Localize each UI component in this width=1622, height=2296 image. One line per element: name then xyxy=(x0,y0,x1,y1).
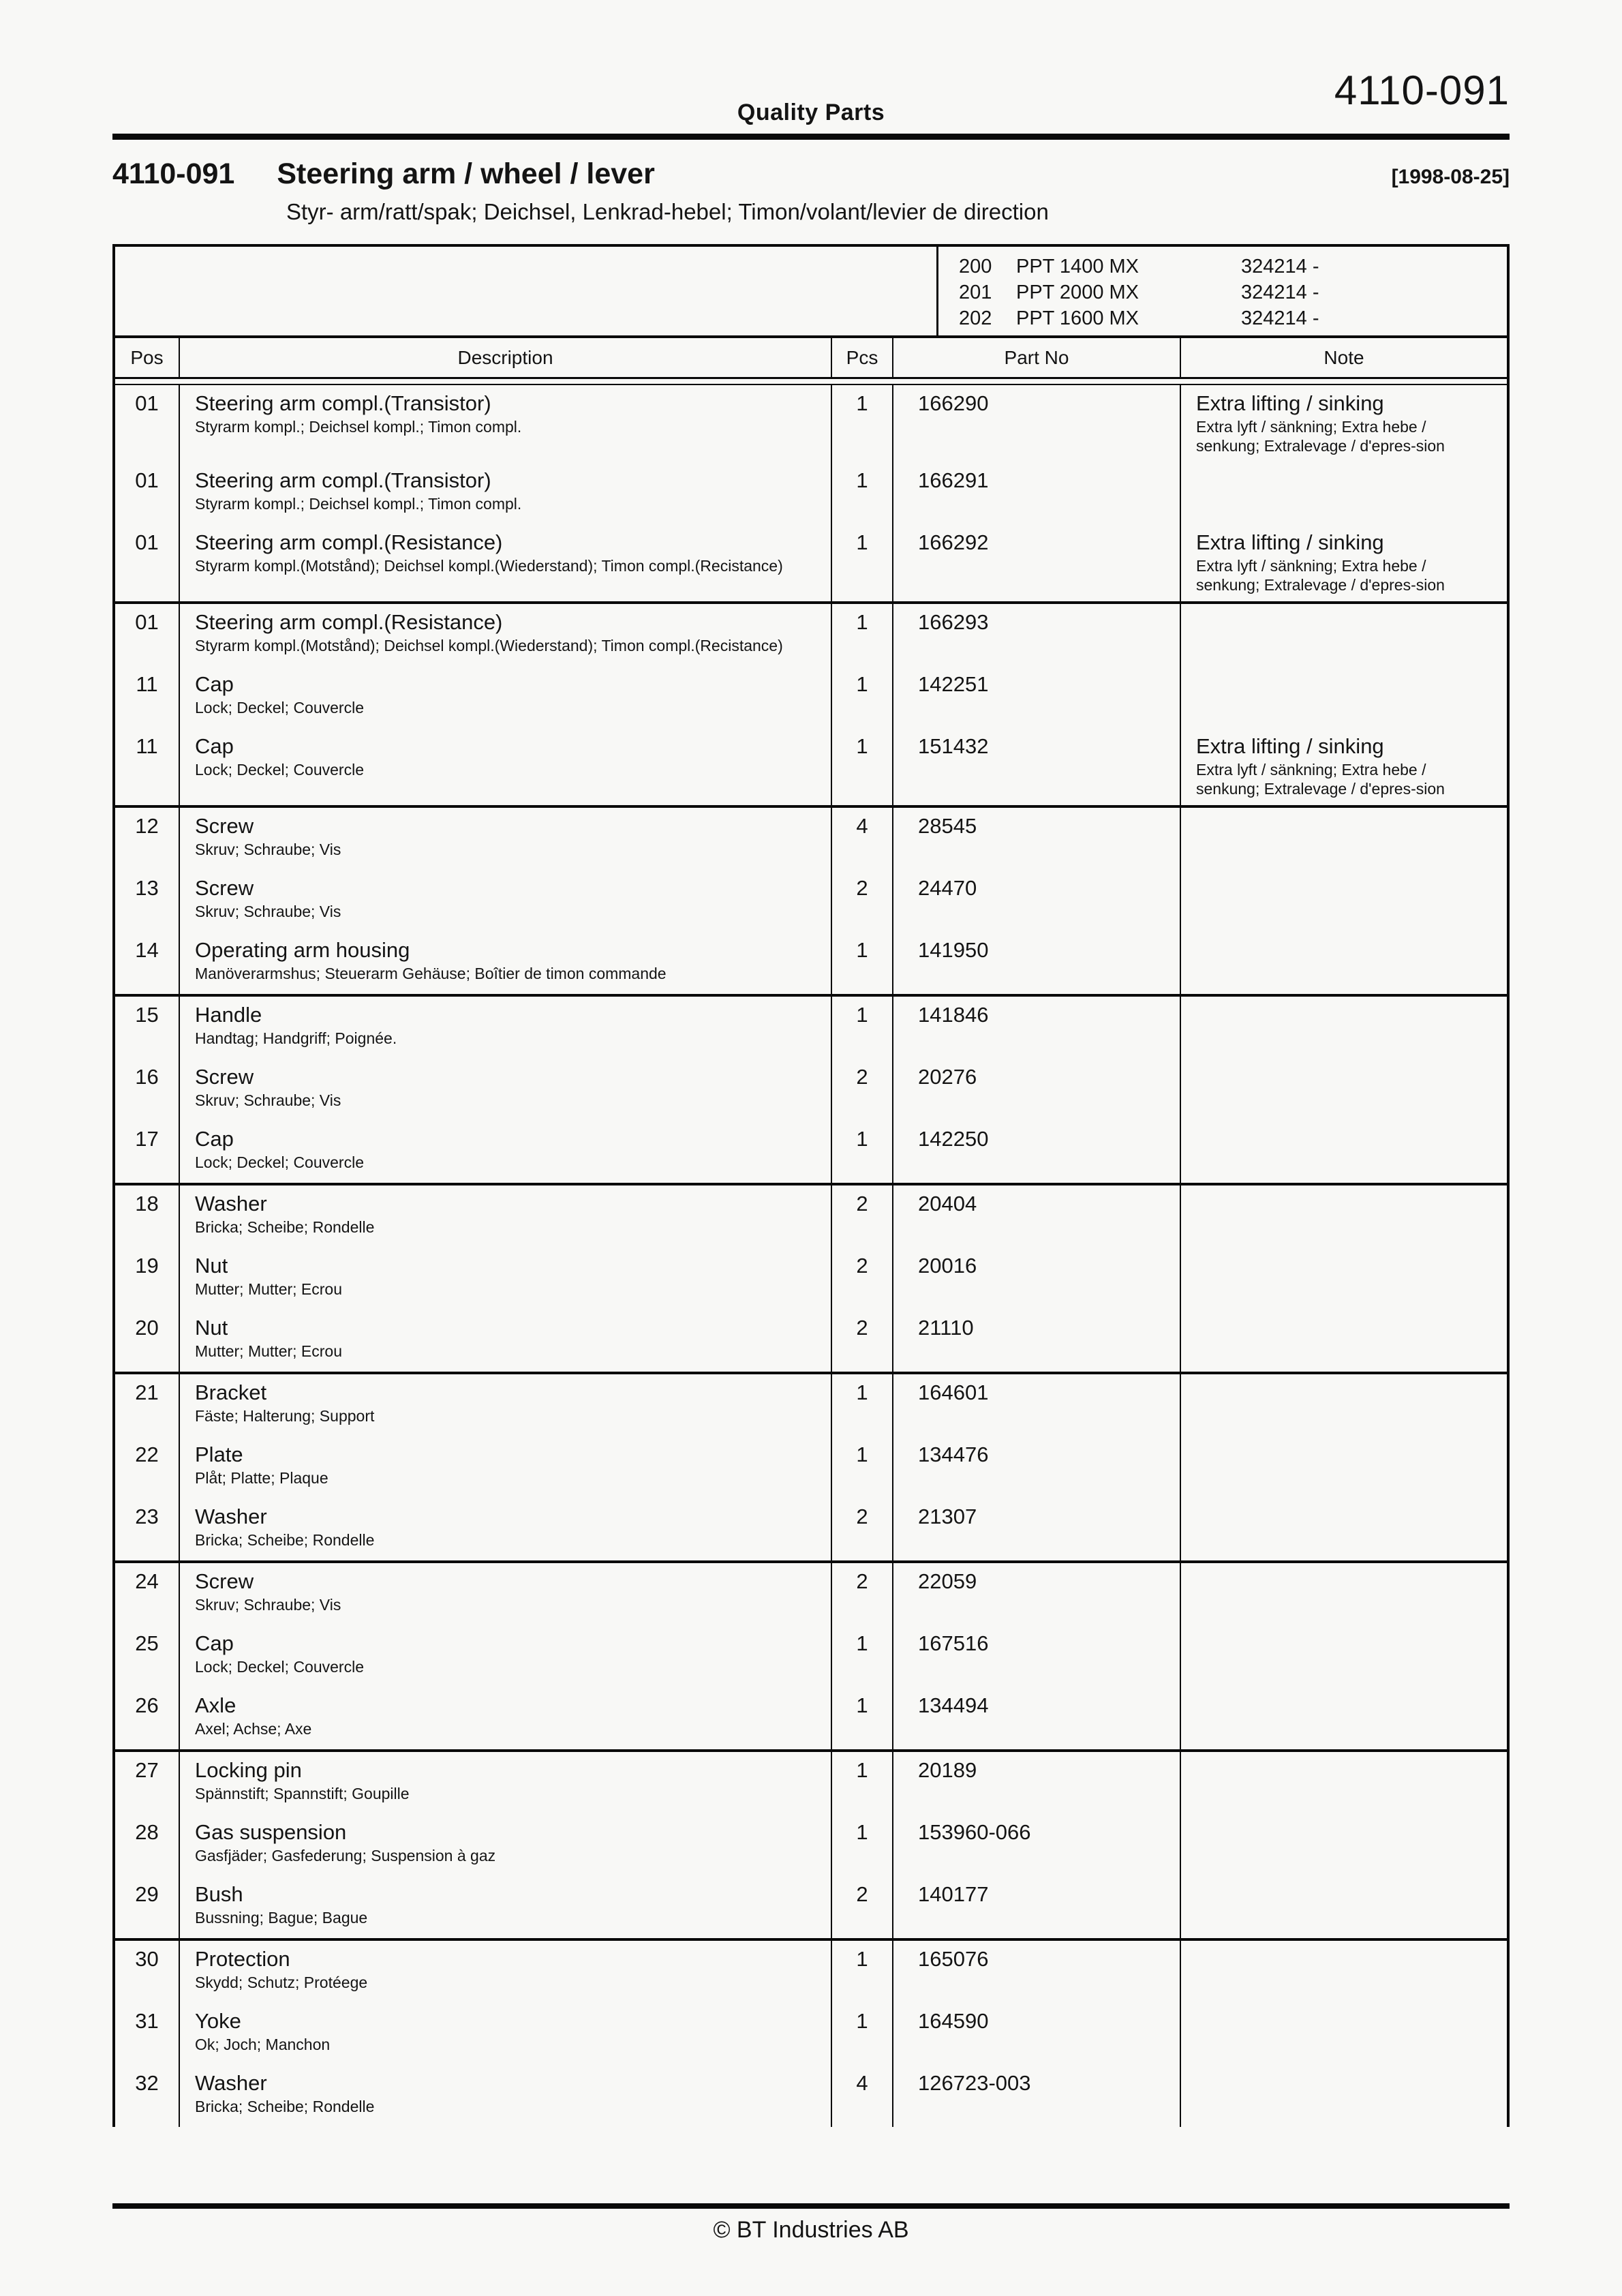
row-part-no: 153960-066 xyxy=(893,1814,1181,1876)
row-description-sub: Gasfjäder; Gasfederung; Suspension à gaz xyxy=(195,1847,496,1864)
parts-group xyxy=(115,1183,1507,1372)
row-description-sub: Styrarm kompl.; Deichsel kompl.; Timon compl. xyxy=(195,418,522,436)
row-description: Washer xyxy=(195,1505,267,1528)
masthead xyxy=(112,0,1510,134)
page-content xyxy=(112,0,1510,2127)
model-list xyxy=(938,247,1319,335)
row-description-sub: Handtag; Handgriff; Poignée. xyxy=(195,1029,397,1047)
row-description: Cap xyxy=(195,1631,234,1655)
row-pos: 29 xyxy=(115,1876,180,1938)
row-description-sub: Bricka; Scheibe; Rondelle xyxy=(195,1218,375,1236)
row-note-cell xyxy=(1181,1876,1507,1938)
row-description-sub: Bussning; Bague; Bague xyxy=(195,1909,368,1927)
row-description-cell xyxy=(180,1310,832,1372)
row-description-cell xyxy=(180,1121,832,1183)
row-description-sub: Skruv; Schraube; Vis xyxy=(195,841,341,858)
model-code: 200 xyxy=(959,256,992,277)
row-pcs: 1 xyxy=(832,1625,893,1687)
row-pos: 28 xyxy=(115,1814,180,1876)
row-part-no: 166290 xyxy=(893,385,1181,462)
row-pcs: 1 xyxy=(832,604,893,666)
parts-group xyxy=(115,1372,1507,1560)
row-note-cell xyxy=(1181,1248,1507,1310)
row-description-sub: Ok; Joch; Manchon xyxy=(195,2036,331,2053)
row-pcs: 1 xyxy=(832,1941,893,2003)
row-description-cell xyxy=(180,604,832,666)
row-pcs: 2 xyxy=(832,1059,893,1121)
row-note-cell xyxy=(1181,666,1507,728)
footer-rule xyxy=(112,2203,1510,2209)
row-pcs: 1 xyxy=(832,462,893,524)
row-note-cell xyxy=(1181,1185,1507,1248)
row-pcs: 1 xyxy=(832,1374,893,1436)
row-note-cell xyxy=(1181,1687,1507,1749)
row-description: Handle xyxy=(195,1003,262,1027)
row-part-no: 165076 xyxy=(893,1941,1181,2003)
row-pos: 20 xyxy=(115,1310,180,1372)
column-header-pcs: Pcs xyxy=(832,338,893,377)
column-header-part-no: Part No xyxy=(893,338,1181,377)
row-pcs: 2 xyxy=(832,1498,893,1560)
row-note-cell xyxy=(1181,1814,1507,1876)
row-pcs: 1 xyxy=(832,1687,893,1749)
row-description-cell xyxy=(180,1248,832,1310)
row-description-cell xyxy=(180,2065,832,2127)
row-description-sub: Lock; Deckel; Couvercle xyxy=(195,1153,364,1171)
row-description-sub: Styrarm kompl.(Motstånd); Deichsel kompl.(Wiederstand); Timon compl.(Recistance) xyxy=(195,557,783,575)
row-part-no: 24470 xyxy=(893,870,1181,932)
row-description-cell xyxy=(180,1563,832,1625)
row-part-no: 22059 xyxy=(893,1563,1181,1625)
row-description-cell xyxy=(180,728,832,805)
row-part-no: 141846 xyxy=(893,997,1181,1059)
row-description-cell xyxy=(180,1941,832,2003)
row-description-cell xyxy=(180,385,832,462)
row-description-cell xyxy=(180,1625,832,1687)
row-pcs: 2 xyxy=(832,1876,893,1938)
row-description: Steering arm compl.(Resistance) xyxy=(195,610,503,634)
row-description: Bush xyxy=(195,1882,243,1906)
row-pos: 01 xyxy=(115,385,180,462)
row-part-no: 164601 xyxy=(893,1374,1181,1436)
row-note: Extra lifting / sinking xyxy=(1196,530,1384,554)
row-part-no: 28545 xyxy=(893,808,1181,870)
row-part-no: 21110 xyxy=(893,1310,1181,1372)
row-description: Steering arm compl.(Transistor) xyxy=(195,391,491,415)
row-description: Washer xyxy=(195,2071,267,2095)
copyright-text: © BT Industries AB xyxy=(713,2217,909,2243)
row-note-cell xyxy=(1181,524,1507,601)
row-description-cell xyxy=(180,2003,832,2065)
row-pos: 24 xyxy=(115,1563,180,1625)
row-description-sub: Manöverarmshus; Steuerarm Gehäuse; Boîtier de timon commande xyxy=(195,965,667,982)
row-pcs: 1 xyxy=(832,524,893,601)
row-note-cell xyxy=(1181,2003,1507,2065)
row-part-no: 166292 xyxy=(893,524,1181,601)
page-subtitle: Styr- arm/ratt/spak; Deichsel, Lenkrad-hebel; Timon/volant/levier de direction xyxy=(286,199,1049,224)
row-pos: 25 xyxy=(115,1625,180,1687)
parts-table xyxy=(112,244,1510,2127)
row-note-cell xyxy=(1181,870,1507,932)
parts-group xyxy=(115,1749,1507,1938)
row-note-cell xyxy=(1181,1625,1507,1687)
row-description: Plate xyxy=(195,1442,243,1466)
row-description-sub: Mutter; Mutter; Ecrou xyxy=(195,1280,343,1298)
row-note-cell xyxy=(1181,1563,1507,1625)
row-part-no: 20016 xyxy=(893,1248,1181,1310)
row-description-cell xyxy=(180,1059,832,1121)
revision-date: [1998-08-25] xyxy=(1391,166,1510,188)
row-pos: 31 xyxy=(115,2003,180,2065)
model-serial: 324214 - xyxy=(1241,307,1319,329)
page-footer xyxy=(112,2203,1510,2244)
row-description: Locking pin xyxy=(195,1758,302,1782)
row-note-cell xyxy=(1181,2065,1507,2127)
parts-group xyxy=(115,601,1507,805)
row-note-sub: Extra lyft / sänkning; Extra hebe / senkung; Extralevage / d'epres-sion xyxy=(1196,761,1445,798)
column-header-description: Description xyxy=(180,338,832,377)
row-description-cell xyxy=(180,1814,832,1876)
row-part-no: 142250 xyxy=(893,1121,1181,1183)
row-part-no: 142251 xyxy=(893,666,1181,728)
row-pos: 23 xyxy=(115,1498,180,1560)
model-box xyxy=(115,247,1507,338)
row-pos: 19 xyxy=(115,1248,180,1310)
row-pcs: 1 xyxy=(832,932,893,994)
row-note-cell xyxy=(1181,1121,1507,1183)
parts-group xyxy=(115,994,1507,1183)
model-name: PPT 1600 MX xyxy=(1016,307,1139,329)
row-note: Extra lifting / sinking xyxy=(1196,391,1384,415)
row-pos: 14 xyxy=(115,932,180,994)
page-title: Steering arm / wheel / lever xyxy=(277,157,655,190)
row-part-no: 20276 xyxy=(893,1059,1181,1121)
row-pcs: 2 xyxy=(832,1185,893,1248)
row-description: Protection xyxy=(195,1947,290,1971)
model-serial: 324214 - xyxy=(1241,282,1319,303)
row-description: Steering arm compl.(Transistor) xyxy=(195,468,491,492)
row-pos: 30 xyxy=(115,1941,180,2003)
row-description-cell xyxy=(180,997,832,1059)
model-row xyxy=(959,254,1319,280)
row-note: Extra lifting / sinking xyxy=(1196,734,1384,758)
row-note-cell xyxy=(1181,1310,1507,1372)
model-box-spacer xyxy=(115,247,938,335)
row-pos: 32 xyxy=(115,2065,180,2127)
row-note-cell xyxy=(1181,1436,1507,1498)
row-description: Gas suspension xyxy=(195,1820,347,1844)
row-description-sub: Plåt; Platte; Plaque xyxy=(195,1469,328,1487)
row-pos: 12 xyxy=(115,808,180,870)
row-description-cell xyxy=(180,1876,832,1938)
row-part-no: 166291 xyxy=(893,462,1181,524)
row-part-no: 164590 xyxy=(893,2003,1181,2065)
parts-group xyxy=(115,1938,1507,2127)
row-description-cell xyxy=(180,462,832,524)
row-description: Yoke xyxy=(195,2009,241,2033)
row-description-cell xyxy=(180,1498,832,1560)
row-note-cell xyxy=(1181,1059,1507,1121)
row-part-no: 141950 xyxy=(893,932,1181,994)
row-pos: 11 xyxy=(115,666,180,728)
row-description-cell xyxy=(180,870,832,932)
row-pcs: 2 xyxy=(832,1248,893,1310)
row-description: Washer xyxy=(195,1192,267,1215)
row-pcs: 1 xyxy=(832,1436,893,1498)
row-description-cell xyxy=(180,1374,832,1436)
row-pcs: 1 xyxy=(832,666,893,728)
row-description-sub: Skruv; Schraube; Vis xyxy=(195,1596,341,1614)
row-description: Cap xyxy=(195,672,234,696)
row-part-no: 134476 xyxy=(893,1436,1181,1498)
row-description-sub: Lock; Deckel; Couvercle xyxy=(195,1658,364,1676)
row-description-sub: Spännstift; Spannstift; Goupille xyxy=(195,1785,410,1802)
row-pcs: 1 xyxy=(832,997,893,1059)
row-description-sub: Axel; Achse; Axe xyxy=(195,1720,312,1738)
model-serial: 324214 - xyxy=(1241,256,1319,277)
row-note-cell xyxy=(1181,462,1507,524)
row-pcs: 2 xyxy=(832,1310,893,1372)
row-description: Screw xyxy=(195,1065,254,1089)
brand-title: Quality Parts xyxy=(737,100,885,125)
row-description: Bracket xyxy=(195,1380,267,1404)
row-description-sub: Skruv; Schraube; Vis xyxy=(195,1091,341,1109)
row-pos: 16 xyxy=(115,1059,180,1121)
row-note-cell xyxy=(1181,932,1507,994)
model-name: PPT 2000 MX xyxy=(1016,282,1139,303)
row-description-cell xyxy=(180,808,832,870)
row-note-cell xyxy=(1181,1752,1507,1814)
row-description-cell xyxy=(180,524,832,601)
row-description: Nut xyxy=(195,1316,228,1340)
row-description-cell xyxy=(180,1687,832,1749)
model-code: 201 xyxy=(959,282,992,303)
row-pos: 01 xyxy=(115,604,180,666)
row-description-sub: Styrarm kompl.; Deichsel kompl.; Timon compl. xyxy=(195,495,522,513)
row-note-cell xyxy=(1181,997,1507,1059)
row-note-sub: Extra lyft / sänkning; Extra hebe / senkung; Extralevage / d'epres-sion xyxy=(1196,557,1445,594)
row-description: Screw xyxy=(195,876,254,900)
table-header-underline xyxy=(115,379,1507,385)
row-pcs: 2 xyxy=(832,1563,893,1625)
row-pos: 17 xyxy=(115,1121,180,1183)
row-pos: 26 xyxy=(115,1687,180,1749)
row-note-cell xyxy=(1181,604,1507,666)
row-part-no: 21307 xyxy=(893,1498,1181,1560)
row-description-sub: Bricka; Scheibe; Rondelle xyxy=(195,1531,375,1549)
row-note-cell xyxy=(1181,1498,1507,1560)
row-description-sub: Skydd; Schutz; Protéege xyxy=(195,1974,368,1991)
row-note-cell xyxy=(1181,728,1507,805)
title-row xyxy=(112,157,1510,191)
row-pcs: 4 xyxy=(832,2065,893,2127)
row-note-cell xyxy=(1181,808,1507,870)
row-description: Cap xyxy=(195,734,234,758)
doc-number: 4110-091 xyxy=(112,157,235,190)
row-description-sub: Mutter; Mutter; Ecrou xyxy=(195,1342,343,1360)
row-description: Cap xyxy=(195,1127,234,1151)
row-part-no: 20404 xyxy=(893,1185,1181,1248)
column-header-note: Note xyxy=(1323,347,1364,368)
table-header-row xyxy=(115,338,1507,379)
row-part-no: 140177 xyxy=(893,1876,1181,1938)
row-description: Screw xyxy=(195,1569,254,1593)
row-description-sub: Bricka; Scheibe; Rondelle xyxy=(195,2098,375,2115)
row-pos: 13 xyxy=(115,870,180,932)
row-pos: 22 xyxy=(115,1436,180,1498)
parts-group xyxy=(115,1560,1507,1749)
row-description: Operating arm housing xyxy=(195,938,410,962)
doc-number-top: 4110-091 xyxy=(1334,67,1510,113)
parts-group xyxy=(115,805,1507,994)
parts-group xyxy=(115,385,1507,601)
row-note-sub: Extra lyft / sänkning; Extra hebe / senkung; Extralevage / d'epres-sion xyxy=(1196,418,1445,455)
model-row xyxy=(959,280,1319,305)
row-note-cell xyxy=(1181,1941,1507,2003)
row-description-cell xyxy=(180,1752,832,1814)
row-description-sub: Lock; Deckel; Couvercle xyxy=(195,761,364,779)
row-pos: 15 xyxy=(115,997,180,1059)
row-description-cell xyxy=(180,666,832,728)
row-part-no: 167516 xyxy=(893,1625,1181,1687)
row-pcs: 2 xyxy=(832,870,893,932)
row-part-no: 126723-003 xyxy=(893,2065,1181,2127)
row-part-no: 20189 xyxy=(893,1752,1181,1814)
row-pos: 01 xyxy=(115,524,180,601)
row-note-cell xyxy=(1181,385,1507,462)
table-body xyxy=(115,385,1507,2127)
row-description-sub: Styrarm kompl.(Motstånd); Deichsel kompl.(Wiederstand); Timon compl.(Recistance) xyxy=(195,637,783,654)
row-pcs: 1 xyxy=(832,1814,893,1876)
row-description-cell xyxy=(180,1185,832,1248)
row-pcs: 1 xyxy=(832,385,893,462)
row-pcs: 1 xyxy=(832,728,893,805)
row-description-sub: Skruv; Schraube; Vis xyxy=(195,903,341,920)
row-description-cell xyxy=(180,1436,832,1498)
model-name: PPT 1400 MX xyxy=(1016,256,1139,277)
row-note-cell xyxy=(1181,1374,1507,1436)
row-pcs: 1 xyxy=(832,1752,893,1814)
row-part-no: 166293 xyxy=(893,604,1181,666)
row-pos: 27 xyxy=(115,1752,180,1814)
row-description-sub: Fäste; Halterung; Support xyxy=(195,1407,375,1425)
row-pcs: 4 xyxy=(832,808,893,870)
row-pcs: 1 xyxy=(832,1121,893,1183)
row-description-sub: Lock; Deckel; Couvercle xyxy=(195,699,364,716)
row-part-no: 151432 xyxy=(893,728,1181,805)
column-header-pos: Pos xyxy=(115,338,180,377)
row-part-no: 134494 xyxy=(893,1687,1181,1749)
row-pos: 21 xyxy=(115,1374,180,1436)
masthead-rule xyxy=(112,134,1510,140)
row-description: Nut xyxy=(195,1254,228,1278)
model-code: 202 xyxy=(959,307,992,329)
row-pos: 01 xyxy=(115,462,180,524)
row-description: Screw xyxy=(195,814,254,838)
row-description-cell xyxy=(180,932,832,994)
row-pos: 11 xyxy=(115,728,180,805)
row-pos: 18 xyxy=(115,1185,180,1248)
row-pcs: 1 xyxy=(832,2003,893,2065)
row-description: Axle xyxy=(195,1693,236,1717)
row-description: Steering arm compl.(Resistance) xyxy=(195,530,503,554)
model-row xyxy=(959,305,1319,331)
